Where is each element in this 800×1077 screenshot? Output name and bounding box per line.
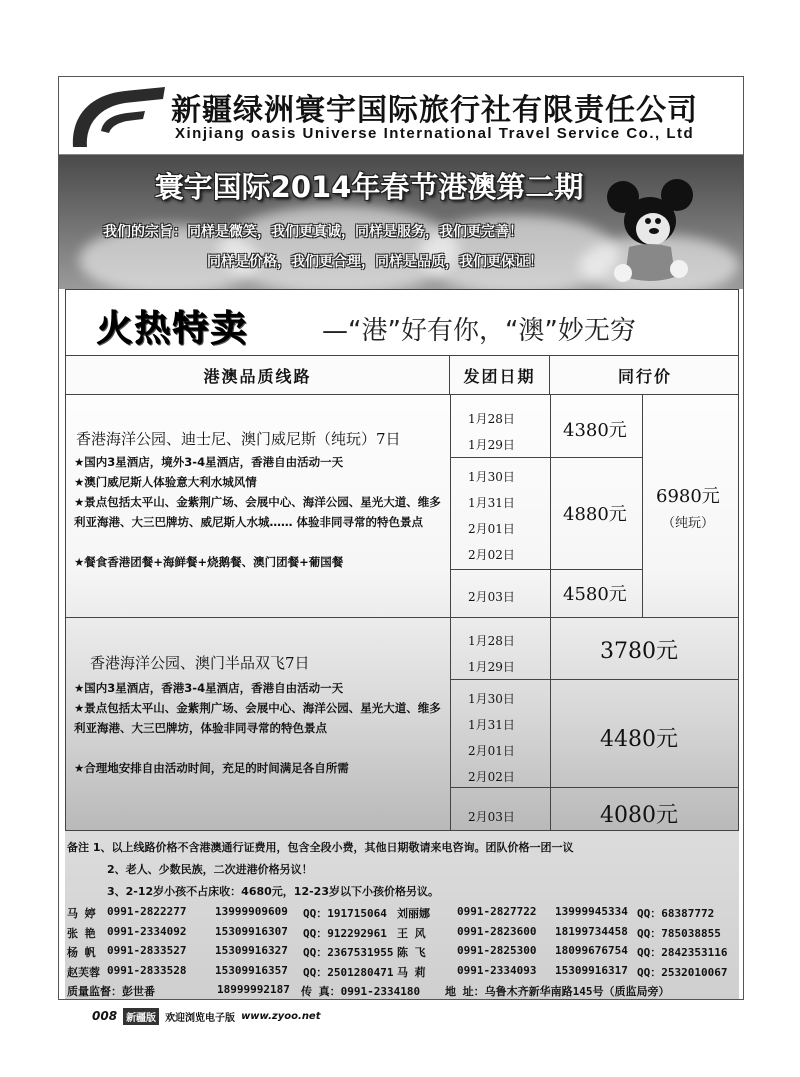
contact-cell: QQ：785038855 xyxy=(637,926,721,940)
company-logo-icon xyxy=(65,81,167,151)
route2-date: 1月31日 xyxy=(468,718,515,732)
contact-cell: 15309916307 xyxy=(215,924,288,938)
contact-cell: 15309916327 xyxy=(215,944,288,957)
office-address: 地 址：乌鲁木齐新华南路145号（质监局旁） xyxy=(445,985,670,998)
header-price: 同行价 xyxy=(550,356,739,395)
footer-text: 欢迎浏览电子版 xyxy=(165,1012,236,1024)
route2-date: 1月28日 xyxy=(468,634,515,648)
fax-number: 传 真：0991-2334180 xyxy=(301,985,421,998)
footer-website-link[interactable]: www.zyoo.net xyxy=(241,1010,321,1022)
route1-feature: ★澳门威尼斯人体验意大利水城风情 xyxy=(74,475,257,489)
route2-title: 香港海洋公园、澳门半品双飞7日 xyxy=(90,654,310,672)
quality-phone: 18999992187 xyxy=(217,983,290,996)
route1-price: 4880元 xyxy=(563,504,627,525)
route1-date: 2月03日 xyxy=(468,590,515,604)
contact-cell: 13999909609 xyxy=(215,905,288,918)
route1-date: 1月31日 xyxy=(468,496,515,510)
contact-cell: 张 艳 xyxy=(67,926,96,940)
contact-cell: 0991-2827722 xyxy=(457,905,537,918)
contact-cell: 0991-2823600 xyxy=(457,924,537,938)
quality-supervisor: 质量监督：彭世番 xyxy=(67,985,155,998)
route1-date: 1月29日 xyxy=(468,438,515,452)
contact-cell: 15309916357 xyxy=(215,963,288,977)
banner-motto-line1: 我们的宗旨：同样是微笑，我们更真诚，同样是服务，我们更完善！ xyxy=(103,224,523,240)
contact-cell: 陈 飞 xyxy=(397,946,426,959)
note-line: 3、2-12岁小孩不占床收：4680元，12-23岁以下小孩价格另议。 xyxy=(107,885,439,898)
header-date: 发团日期 xyxy=(450,356,550,395)
route2-feature: ★国内3星酒店，香港3-4星酒店，香港自由活动一天 xyxy=(74,681,344,695)
hot-sale-box xyxy=(65,289,739,355)
contact-cell: 15309916317 xyxy=(555,963,628,977)
contact-cell: 0991-2833527 xyxy=(107,944,187,957)
contact-cell: 赵芙蓉 xyxy=(67,965,100,979)
contact-cell: 13999945334 xyxy=(555,905,628,918)
route2-date: 2月02日 xyxy=(468,770,515,784)
route1-alt-price: 6980元 xyxy=(656,486,720,507)
contact-cell: QQ：2532010067 xyxy=(637,965,728,979)
promo-banner xyxy=(59,155,743,289)
edition-badge: 新疆版 xyxy=(123,1008,159,1025)
route1-feature: ★国内3星酒店，境外3-4星酒店，香港自由活动一天 xyxy=(74,455,344,469)
route1-date: 2月02日 xyxy=(468,548,515,562)
contact-cell: 0991-2825300 xyxy=(457,944,537,957)
page-number: 008 xyxy=(92,1009,118,1023)
contact-cell: 18099676754 xyxy=(555,944,628,957)
header-route: 港澳品质线路 xyxy=(66,356,450,395)
contact-cell: 马 莉 xyxy=(397,965,426,979)
contact-cell: 杨 帆 xyxy=(67,946,96,959)
route1-date: 2月01日 xyxy=(468,522,515,536)
contact-cell: 0991-2334092 xyxy=(107,924,187,938)
notes-and-contacts xyxy=(65,831,739,1000)
hot-sale-title: 火热特卖 xyxy=(96,307,249,349)
contact-cell: 马 婷 xyxy=(67,907,96,920)
route2-price: 4080元 xyxy=(600,803,678,828)
route2-date: 2月01日 xyxy=(468,744,515,758)
route1-feature: ★景点包括太平山、金紫荆广场、会展中心、海洋公园、星光大道、维多利亚海港、大三巴牌坊、威尼斯人水城…… 体验非同寻常的特色景点 xyxy=(74,495,441,529)
route2-price: 4480元 xyxy=(600,727,678,752)
route1-date: 1月28日 xyxy=(468,412,515,426)
route1-title: 香港海洋公园、迪士尼、澳门威尼斯（纯玩）7日 xyxy=(76,430,401,448)
advertisement-page xyxy=(58,76,744,1000)
route1-price: 4380元 xyxy=(563,420,627,441)
route2-price: 3780元 xyxy=(600,639,678,664)
mickey-mouse-icon xyxy=(593,177,703,289)
route2-date: 1月30日 xyxy=(468,692,515,706)
contact-cell: QQ：2501280471 xyxy=(303,965,394,979)
contact-cell: 18199734458 xyxy=(555,924,628,938)
route1-alt-note: （纯玩） xyxy=(662,516,715,531)
route2-feature: ★合理地安排自由活动时间，充足的时间满足各自所需 xyxy=(74,761,349,775)
banner-motto-line2: 同样是价格，我们更合理，同样是品质，我们更保证！ xyxy=(207,254,543,270)
contact-cell: QQ：2367531955 xyxy=(303,946,394,959)
contact-cell: 0991-2833528 xyxy=(107,963,187,977)
company-header xyxy=(59,77,743,155)
contact-cell: QQ：191715064 xyxy=(303,907,387,920)
contact-cell: QQ：2842353116 xyxy=(637,946,728,959)
contact-cell: 刘丽娜 xyxy=(397,907,430,920)
contact-cell: QQ：912292961 xyxy=(303,926,387,940)
company-name-en: Xinjiang oasis Universe International Travel Service Co., Ltd xyxy=(175,125,695,142)
note-line: 2、老人、少数民族，二次进港价格另议！ xyxy=(107,863,313,876)
company-name-cn: 新疆绿洲寰宇国际旅行社有限责任公司 xyxy=(171,93,698,128)
contact-cell: 0991-2334093 xyxy=(457,963,537,977)
contact-cell: 0991-2822277 xyxy=(107,905,187,918)
contact-cell: QQ：68387772 xyxy=(637,907,715,920)
route2-date: 1月29日 xyxy=(468,660,515,674)
route1-price: 4580元 xyxy=(563,584,627,605)
note-line: 备注 1、以上线路价格不含港澳通行证费用，包含全段小费，其他日期敬请来电咨询。团队价格一团一议 xyxy=(67,841,574,854)
contact-cell: 王 风 xyxy=(397,926,426,940)
route2-feature: ★景点包括太平山、金紫荆广场、会展中心、海洋公园、星光大道、维多利亚海港、大三巴牌坊，体验非同寻常的特色景点 xyxy=(74,701,441,735)
route1-feature: ★餐食香港团餐+海鲜餐+烧鹅餐、澳门团餐+葡国餐 xyxy=(74,555,344,569)
route-price-table xyxy=(65,355,739,831)
hot-sale-slogan: —“港”好有你，“澳”妙无穷 xyxy=(322,316,636,346)
route1-date: 1月30日 xyxy=(468,470,515,484)
page-footer xyxy=(92,1008,321,1024)
banner-title: 寰宇国际2014年春节港澳第二期 xyxy=(154,170,584,204)
route2-date: 2月03日 xyxy=(468,810,515,824)
